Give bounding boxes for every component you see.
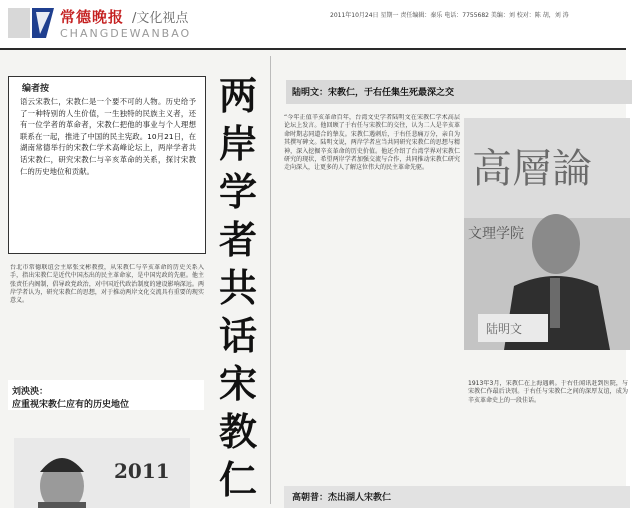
placard-text: 陆明文 [486, 322, 523, 336]
main-title-char: 教 [218, 409, 257, 454]
main-title-char: 两 [218, 73, 257, 118]
portrait-illustration [14, 438, 190, 508]
newspaper-logo-icon [6, 6, 56, 40]
main-title-char: 仁 [218, 457, 257, 502]
article-body-text: “今年正值辛亥革命百年，台湾文史学者陆明文在宋教仁学术高层论坛上发言。他回顾了于右任与宋教仁的交往，认为二人是辛亥革命时期志同道合的挚友。宋教仁遇刺后，于右任悲痛万分，亲自为其撰写碑文。陆明文说，两岸学者应当共同研究宋教仁的思想与精神，深入挖掘辛亥革命的历史价值。他还介绍了台湾学界对宋教仁研究的现状，希望两岸学者加强交流与合作，共同推动宋教仁研究走向深入，让更多的人了解这位伟大的民主革命先驱。 [284, 114, 460, 172]
main-title-char: 岸 [218, 121, 257, 166]
paper-name: 常德晚报 [60, 8, 125, 26]
backdrop-text: 文理学院 [468, 226, 524, 242]
main-title-char: 宋 [218, 361, 257, 406]
column-divider [270, 56, 271, 504]
main-title-char: 者 [218, 217, 257, 262]
section-name: /文化视点 [132, 11, 189, 26]
speaker-photo [464, 118, 630, 350]
sub-headline-title: 应重视宋教仁应有的历史地位 [12, 400, 130, 410]
main-title-char: 学 [218, 169, 257, 214]
article-headline: 陆明文：宋教仁，于右任集生死最深之交 [292, 88, 455, 98]
portrait-photo [14, 438, 190, 508]
speaker-illustration [464, 118, 630, 350]
portrait-year: 2011 [114, 459, 170, 483]
bottom-headline: 高朝普：杰出湖人宋教仁 [292, 493, 392, 503]
left-body-text: 台北市常德联谊会主席张文彬教授，从宋教仁与辛亥革命的历史关系入手，指出宋教仁是近代中国杰出的民主革命家，是中国宪政的先驱。他主张责任内阁制，倡导政党政治，对中国近代政治制度的建设影响深远。两岸学者认为，研究宋教仁的思想，对于推动两岸文化交流具有重要的现实意义。 [10, 264, 204, 305]
sub-headline-name: 刘泱泱： [12, 387, 49, 397]
main-title [214, 72, 262, 502]
main-title-char: 话 [218, 313, 257, 358]
editor-note-text: 语云宋教仁，宋教仁是一个要不可的人物。历史给予了一种特别的人生价值，一生独特的民族主义者，还有一位学者的革命者，宋教仁把他的事业与个人理想联系在一起，推进了中国的民主宪政。10月21日，在湖南常德举行的宋教仁学术高峰论坛上，两岸学者共话宋教仁，研究宋教仁与辛亥革命的关系，探讨宋教仁的历史地位和贡献。 [20, 97, 196, 176]
article-continued-text: 1913年3月，宋教仁在上海遇刺。于右任闻讯赶到医院，与宋教仁作最后诀别。于右任与宋教仁之间的深厚友谊，成为辛亥革命史上的一段佳话。 [468, 380, 628, 404]
editor-note-tag: 编者按 [22, 84, 50, 94]
paper-pinyin: CHANGDEWANBAO [60, 27, 192, 40]
main-title-char: 共 [218, 265, 257, 310]
date-line: 2011年10月24日 星期一 责任编辑：秦乐 电话：7755682 美编：刘 校对：陈 胡，刘 涛 [330, 12, 569, 19]
banner-text: 高層論 [472, 146, 592, 192]
